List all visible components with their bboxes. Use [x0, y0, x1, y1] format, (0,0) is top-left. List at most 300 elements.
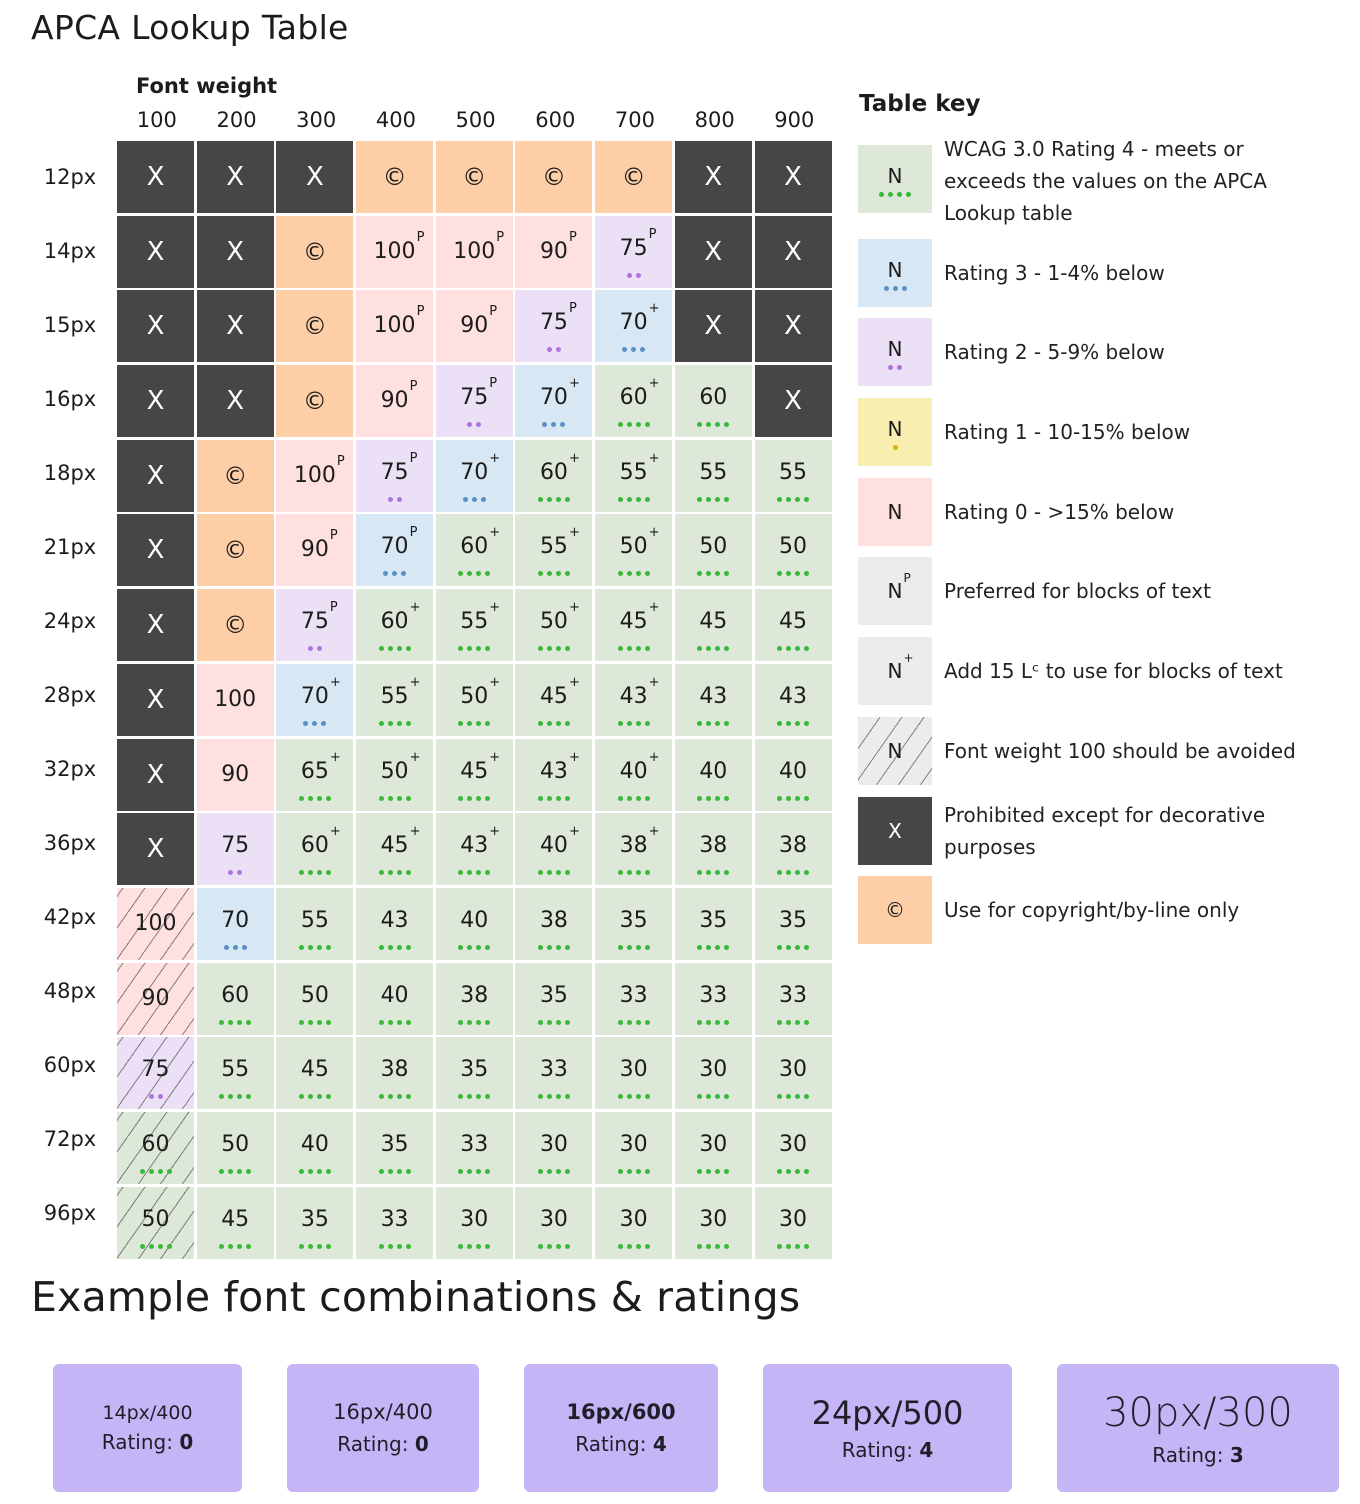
cell-value: 55 +	[380, 674, 421, 709]
key-item	[858, 478, 1338, 546]
cell-value: ©	[302, 237, 327, 266]
example-rating: Rating: 0	[101, 1430, 194, 1455]
cell-value: 38 +	[619, 824, 660, 859]
key-label: Add 15 Lᶜ to use for blocks of text	[944, 659, 1283, 683]
cell-value: X	[146, 834, 165, 865]
preferred-mark: P	[409, 450, 418, 466]
example-spec: 16px/600	[566, 1400, 676, 1425]
cell-value: 35	[460, 1057, 489, 1083]
table-cell	[675, 1187, 752, 1259]
table-cell	[515, 664, 592, 736]
table-cell	[595, 589, 672, 661]
rating-dots	[276, 1020, 353, 1025]
cell-value: X	[226, 236, 245, 267]
cell-value: ©	[223, 611, 248, 640]
table-cell	[755, 1187, 832, 1259]
cell-value: 30	[539, 1131, 568, 1157]
table-cell	[595, 365, 672, 437]
table-cell	[356, 888, 433, 960]
table-cell	[515, 888, 592, 960]
example-rating: Rating: 4	[841, 1438, 934, 1463]
table-cell	[276, 589, 353, 661]
table-cell	[276, 739, 353, 811]
key-symbol: N P	[887, 571, 911, 603]
table-cell	[276, 813, 353, 885]
table-cell	[595, 440, 672, 512]
table-cell	[595, 664, 672, 736]
cell-value: 75 P	[539, 301, 577, 336]
example-card	[287, 1364, 479, 1492]
cell-value: 40	[779, 758, 807, 784]
table-cell	[515, 963, 592, 1035]
table-cell	[276, 888, 353, 960]
key-swatch	[858, 239, 932, 307]
table-cell	[117, 963, 194, 1035]
rating-dots	[356, 945, 433, 950]
row-header-14px: 14px	[43, 239, 97, 263]
rating-dots	[197, 1020, 274, 1025]
table-cell	[356, 1187, 433, 1259]
row-header-32px: 32px	[43, 757, 97, 781]
table-cell	[675, 1037, 752, 1109]
column-headers	[117, 108, 834, 132]
cell-value: 60 +	[539, 450, 580, 485]
table-cell	[117, 1112, 194, 1184]
table-cell	[436, 589, 513, 661]
cell-value: 60	[141, 1131, 170, 1157]
rating-dots	[675, 945, 752, 950]
key-sup: +	[903, 651, 914, 665]
plus-mark: +	[568, 450, 580, 466]
cell-value: ©	[541, 163, 566, 191]
rating-dots	[595, 721, 672, 726]
prohibited-cell	[675, 216, 752, 288]
rating-dots	[858, 192, 932, 197]
font-weight-label: Font weight	[136, 74, 278, 98]
table-cell	[436, 1187, 513, 1259]
rating-dots	[675, 1094, 752, 1099]
plus-mark: +	[409, 749, 421, 765]
key-symbol: N	[887, 164, 903, 188]
table-cell	[675, 963, 752, 1035]
cell-value: X	[146, 684, 165, 715]
cell-value: 35	[699, 907, 728, 933]
key-swatch	[858, 557, 932, 625]
key-symbol: N	[887, 258, 903, 282]
rating-dots	[515, 347, 592, 352]
cell-value: 45	[779, 609, 807, 635]
cell-value: 40 +	[539, 824, 580, 859]
table-cell	[356, 1037, 433, 1109]
key-symbol: X	[888, 819, 902, 843]
column-header-800: 800	[694, 108, 735, 132]
preferred-mark: P	[568, 301, 577, 317]
rating-dots	[356, 721, 433, 726]
table-cell	[436, 290, 513, 362]
rating-dots	[595, 1169, 672, 1174]
prohibited-cell	[755, 216, 832, 288]
cell-value: 60 +	[380, 600, 421, 635]
cell-value: 40	[380, 982, 409, 1008]
cell-value: X	[704, 162, 723, 192]
rating-dots	[197, 870, 274, 875]
key-label: Rating 2 - 5-9% below	[944, 340, 1165, 364]
example-spec: 14px/400	[102, 1401, 193, 1424]
plus-mark: +	[489, 749, 501, 765]
plus-mark: +	[648, 301, 660, 317]
key-item	[858, 637, 1338, 705]
rating-dots	[436, 1244, 513, 1249]
table-cell	[515, 589, 592, 661]
rating-dots	[515, 1169, 592, 1174]
prohibited-cell	[117, 589, 194, 661]
cell-value: 90 P	[539, 229, 577, 264]
rating-dots	[675, 1020, 752, 1025]
table-cell	[436, 1037, 513, 1109]
table-cell	[595, 1112, 672, 1184]
preferred-mark: P	[489, 304, 498, 320]
cell-value: X	[146, 236, 165, 267]
key-label: Font weight 100 should be avoided	[944, 739, 1296, 763]
plus-mark: +	[489, 600, 501, 616]
page-title: APCA Lookup Table	[31, 8, 349, 47]
cell-value: 45	[300, 1057, 329, 1083]
rating-dots	[276, 1169, 353, 1174]
prohibited-cell	[117, 290, 194, 362]
table-cell	[197, 739, 274, 811]
row-header-36px: 36px	[43, 831, 97, 855]
cell-value: 65 +	[300, 749, 341, 784]
table-cell	[755, 888, 832, 960]
table-cell	[356, 664, 433, 736]
row-header-72px: 72px	[43, 1127, 97, 1151]
table-cell	[755, 963, 832, 1035]
key-item	[858, 318, 1338, 386]
rating-dots	[117, 1094, 194, 1099]
cell-value: 35	[539, 982, 568, 1008]
rating-dots	[436, 1020, 513, 1025]
key-symbol: ©	[885, 898, 905, 922]
row-header-15px: 15px	[43, 313, 97, 337]
rating-dots	[276, 870, 353, 875]
key-symbol: N	[887, 500, 903, 524]
key-label: WCAG 3.0 Rating 4 - meets or exceeds the values on the APCA Lookup table	[944, 137, 1267, 225]
table-cell	[436, 888, 513, 960]
plus-mark: +	[648, 749, 660, 765]
row-header-12px: 12px	[43, 165, 97, 189]
prohibited-cell	[755, 290, 832, 362]
plus-mark: +	[409, 824, 421, 840]
rating-dots	[675, 1169, 752, 1174]
cell-value: 60	[699, 385, 728, 411]
key-sup: P	[903, 571, 911, 585]
key-label: Use for copyright/by-line only	[944, 898, 1240, 922]
rating-dots	[595, 497, 672, 502]
plus-mark: +	[568, 376, 580, 392]
table-cell	[276, 664, 353, 736]
key-symbol: N	[887, 337, 903, 361]
cell-value: 45 +	[619, 600, 660, 635]
cell-value: 55 +	[619, 450, 660, 485]
rating-dots	[197, 1094, 274, 1099]
rating-dots	[436, 497, 513, 502]
cell-value: 90 P	[300, 528, 338, 563]
table-cell	[356, 216, 433, 288]
cell-value: 43 +	[460, 824, 501, 859]
rating-dots	[276, 1094, 353, 1099]
rating-dots	[356, 1020, 433, 1025]
plus-mark: +	[409, 674, 421, 690]
cell-value: 60	[221, 982, 250, 1008]
plus-mark: +	[409, 600, 421, 616]
row-headers	[30, 141, 110, 1251]
cell-value: ©	[382, 163, 407, 191]
table-cell	[356, 290, 433, 362]
cell-value: X	[146, 311, 165, 342]
table-cell	[276, 1037, 353, 1109]
copyright-cell	[276, 216, 353, 288]
cell-value: 35	[380, 1131, 409, 1157]
key-swatch	[858, 876, 932, 944]
cell-value: 33	[699, 982, 728, 1008]
table-cell	[436, 963, 513, 1035]
prohibited-cell	[117, 664, 194, 736]
rating-dots	[515, 1020, 592, 1025]
table-cell	[755, 514, 832, 586]
rating-dots	[755, 646, 832, 651]
cell-value: ©	[223, 536, 248, 565]
prohibited-cell	[197, 141, 274, 213]
table-cell	[117, 888, 194, 960]
cell-value: 40	[300, 1131, 329, 1157]
prohibited-cell	[197, 290, 274, 362]
row-header-16px: 16px	[43, 387, 97, 411]
cell-value: 35	[619, 907, 648, 933]
cell-value: X	[146, 759, 165, 790]
rating-dots	[276, 1244, 353, 1249]
row-header-28px: 28px	[43, 683, 97, 707]
plus-mark: +	[489, 525, 501, 541]
cell-value: 75	[221, 833, 250, 859]
cell-value: 45	[699, 609, 728, 635]
row-header-18px: 18px	[43, 461, 97, 485]
cell-value: 43 +	[619, 674, 660, 709]
cell-value: 50	[141, 1206, 170, 1232]
rating-dots	[436, 422, 513, 427]
cell-value: 38	[779, 833, 807, 859]
table-cell	[276, 440, 353, 512]
table-cell	[515, 739, 592, 811]
example-card	[763, 1364, 1012, 1492]
rating-dots	[436, 571, 513, 576]
copyright-cell	[436, 141, 513, 213]
table-cell	[755, 589, 832, 661]
preferred-mark: P	[409, 379, 418, 395]
rating-dots	[595, 1020, 672, 1025]
row-header-42px: 42px	[43, 905, 97, 929]
rating-dots	[356, 646, 433, 651]
preferred-mark: P	[489, 376, 498, 392]
rating-dots	[675, 796, 752, 801]
plus-mark: +	[489, 824, 501, 840]
key-item	[858, 557, 1338, 625]
rating-dots	[515, 870, 592, 875]
rating-dots	[356, 870, 433, 875]
cell-value: 33	[539, 1057, 568, 1083]
copyright-cell	[197, 589, 274, 661]
cell-value: X	[305, 162, 324, 192]
table-cell	[595, 813, 672, 885]
cell-value: 33	[460, 1131, 489, 1157]
rating-dots	[675, 646, 752, 651]
cell-value: 75 P	[460, 376, 498, 411]
rating-dots	[515, 1244, 592, 1249]
prohibited-cell	[117, 141, 194, 213]
key-item	[858, 133, 1338, 229]
cell-value: 43	[380, 907, 409, 933]
cell-value: 50	[779, 534, 807, 560]
cell-value: X	[784, 386, 802, 417]
table-cell	[276, 514, 353, 586]
cell-value: 38	[460, 982, 489, 1008]
table-cell	[515, 1112, 592, 1184]
cell-value: 30	[699, 1131, 728, 1157]
cell-value: X	[146, 162, 165, 192]
table-cell	[436, 514, 513, 586]
preferred-mark: P	[329, 600, 338, 616]
rating-dots	[755, 1169, 832, 1174]
preferred-mark: P	[329, 528, 338, 544]
table-cell	[515, 290, 592, 362]
table-cell	[675, 365, 752, 437]
key-item	[858, 239, 1338, 307]
cell-value: ©	[302, 312, 327, 341]
rating-dots	[276, 721, 353, 726]
table-cell	[276, 1187, 353, 1259]
row-header-96px: 96px	[43, 1201, 97, 1225]
table-cell	[595, 1037, 672, 1109]
table-cell	[356, 963, 433, 1035]
cell-value: 40	[460, 907, 489, 933]
rating-dots	[755, 571, 832, 576]
plus-mark: +	[489, 450, 501, 466]
prohibited-cell	[117, 440, 194, 512]
cell-value: ©	[223, 461, 248, 490]
cell-value: X	[146, 610, 165, 641]
cell-value: 100	[214, 686, 257, 712]
rating-dots	[755, 945, 832, 950]
key-label: Prohibited except for decorative purposes	[944, 803, 1266, 859]
rating-dots	[356, 497, 433, 502]
cell-value: 30	[779, 1057, 807, 1083]
prohibited-cell	[197, 216, 274, 288]
cell-value: 45 +	[539, 674, 580, 709]
table-cell	[197, 813, 274, 885]
plus-mark: +	[648, 600, 660, 616]
copyright-cell	[197, 440, 274, 512]
plus-mark: +	[568, 525, 580, 541]
key-swatch	[858, 797, 932, 865]
cell-value: 100	[134, 910, 177, 936]
prohibited-cell	[276, 141, 353, 213]
preferred-mark: P	[416, 304, 425, 320]
cell-value: 70 P	[380, 525, 418, 560]
table-cell	[595, 216, 672, 288]
copyright-cell	[276, 365, 353, 437]
cell-value: 75	[141, 1057, 170, 1083]
table-cell	[197, 1187, 274, 1259]
rating-dots	[515, 571, 592, 576]
plus-mark: +	[329, 824, 341, 840]
cell-value: X	[784, 311, 802, 342]
table-cell	[356, 739, 433, 811]
rating-dots	[197, 945, 274, 950]
key-swatch	[858, 318, 932, 386]
key-label: Preferred for blocks of text	[944, 579, 1211, 603]
cell-value: 100 P	[453, 229, 505, 264]
key-item	[858, 876, 1338, 944]
plus-mark: +	[329, 749, 341, 765]
rating-dots	[595, 1094, 672, 1099]
cell-value: X	[226, 311, 245, 342]
key-swatch	[858, 478, 932, 546]
example-spec: 24px/500	[811, 1393, 964, 1432]
key-swatch	[858, 717, 932, 785]
table-cell	[675, 440, 752, 512]
cell-value: 40 +	[619, 749, 660, 784]
rating-dots	[858, 445, 932, 450]
rating-dots	[197, 1244, 274, 1249]
plus-mark: +	[648, 674, 660, 690]
column-header-700: 700	[614, 108, 656, 132]
column-header-900: 900	[774, 108, 815, 132]
key-label: Rating 3 - 1-4% below	[944, 261, 1165, 285]
cell-value: 30	[779, 1206, 807, 1232]
example-rating: Rating: 3	[1152, 1443, 1244, 1467]
prohibited-cell	[117, 514, 194, 586]
cell-value: 30	[779, 1131, 807, 1157]
table-cell	[675, 589, 752, 661]
cell-value: 45	[221, 1206, 250, 1232]
rating-dots	[276, 646, 353, 651]
cell-value: 90	[221, 761, 250, 787]
example-card	[524, 1364, 718, 1492]
column-header-200: 200	[216, 108, 257, 132]
key-swatch	[858, 145, 932, 213]
rating-dots	[436, 721, 513, 726]
plus-mark: +	[568, 749, 580, 765]
cell-value: 30	[699, 1206, 728, 1232]
table-cell	[356, 365, 433, 437]
cell-value: 100 P	[373, 304, 425, 339]
rating-dots	[515, 721, 592, 726]
table-cell	[117, 1187, 194, 1259]
cell-value: 60 +	[300, 824, 341, 859]
rating-dots	[595, 571, 672, 576]
cell-value: 60 +	[460, 525, 501, 560]
table-cell	[197, 1037, 274, 1109]
rating-dots	[515, 646, 592, 651]
rating-dots	[675, 422, 752, 427]
cell-value: 30	[619, 1057, 648, 1083]
key-symbol: N +	[887, 651, 914, 683]
cell-value: 55 +	[460, 600, 501, 635]
cell-value: 40	[699, 758, 728, 784]
cell-value: ©	[621, 163, 646, 191]
cell-value: X	[784, 162, 802, 192]
rating-dots	[515, 945, 592, 950]
lookup-grid	[117, 141, 832, 1259]
